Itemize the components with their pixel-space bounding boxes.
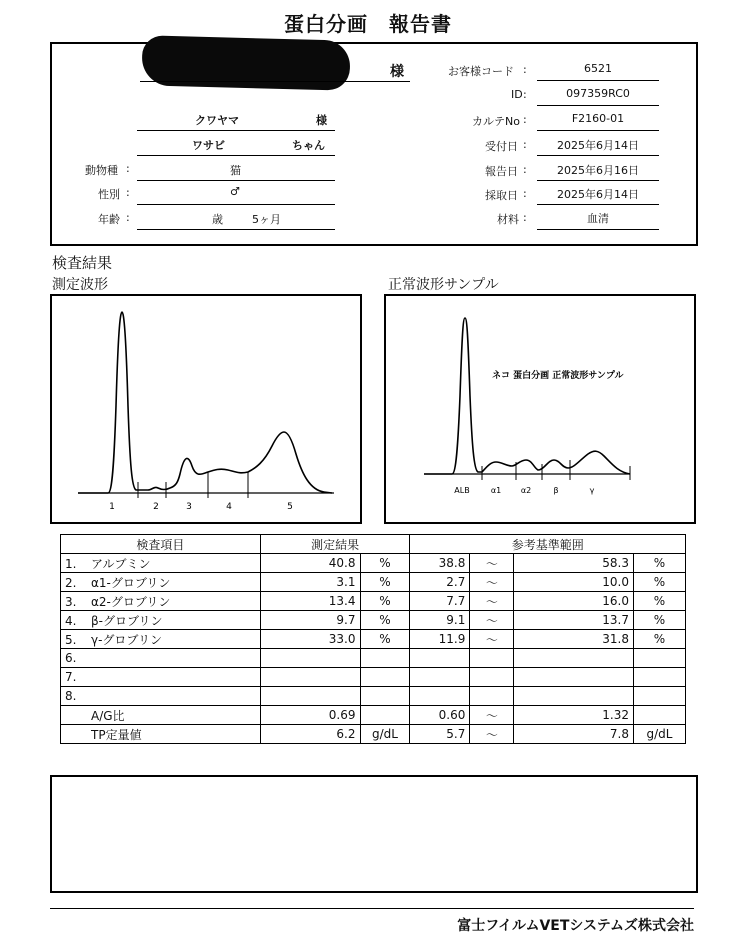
cell-result-value: 3.1 <box>260 573 360 592</box>
clinic-honorific: 様 <box>390 64 404 80</box>
cell-range-high: 16.0 <box>514 592 634 611</box>
cell-result-unit: % <box>360 554 410 573</box>
sample-label-a2: α2 <box>520 486 532 495</box>
measured-waveform-line <box>78 312 332 493</box>
row-number: 3. <box>65 594 77 609</box>
received-label: 受付日 <box>485 140 518 153</box>
age-label: 年齢 <box>98 213 120 226</box>
cell-item <box>61 649 261 668</box>
section-title: 検査結果 <box>52 254 113 272</box>
cell-result-unit: % <box>360 573 410 592</box>
cell-range-high: 10.0 <box>514 573 634 592</box>
species-value: 猫 <box>230 164 241 177</box>
cell-range-tilde <box>470 687 514 706</box>
test-name: A/G比 <box>91 708 125 723</box>
id-value: 097359RC0 <box>566 87 630 100</box>
measured-label-4: 4 <box>226 502 232 512</box>
cell-range-low: 5.7 <box>410 725 470 744</box>
sex-value: ♂ <box>230 185 240 198</box>
test-name: γ-グロブリン <box>91 632 162 647</box>
sex-label: 性別 <box>98 188 120 201</box>
customer-code: 6521 <box>584 62 612 75</box>
cell-range-low: 38.8 <box>410 554 470 573</box>
measured-chart-svg <box>52 296 360 522</box>
cell-result-unit: % <box>360 592 410 611</box>
material-label: 材料 <box>497 213 519 226</box>
sample-label-b: β <box>553 486 559 495</box>
cell-range-unit: % <box>634 611 686 630</box>
table-row <box>61 668 686 687</box>
cell-range-high: 1.32 <box>514 706 634 725</box>
measured-dividers <box>138 472 248 498</box>
header-reference-range: 参考基準範囲 <box>410 535 686 554</box>
report-title: 蛋白分画 報告書 <box>284 12 452 36</box>
cell-range-tilde: ～ <box>470 630 514 649</box>
species-label: 動物種 <box>85 164 118 177</box>
material-value: 血清 <box>587 212 609 225</box>
sample-chart <box>384 294 696 524</box>
cell-range-high <box>514 649 634 668</box>
cell-item <box>61 668 261 687</box>
cell-result-unit <box>360 668 410 687</box>
row-number: 6. <box>65 651 77 665</box>
cell-result-value: 0.69 <box>260 706 360 725</box>
cell-range-unit: % <box>634 554 686 573</box>
cell-range-tilde: ～ <box>470 592 514 611</box>
cell-result-unit: % <box>360 611 410 630</box>
cell-item <box>61 630 261 649</box>
cell-result-value <box>260 668 360 687</box>
cell-range-high <box>514 687 634 706</box>
cell-item <box>61 706 261 725</box>
cell-range-high: 31.8 <box>514 630 634 649</box>
measured-label-1: 1 <box>109 502 115 512</box>
reported-date: 2025年6月16日 <box>557 164 639 177</box>
sample-label-g: γ <box>589 486 595 495</box>
results-table <box>60 534 686 744</box>
cell-range-tilde <box>470 649 514 668</box>
table-row <box>61 592 686 611</box>
cell-range-unit: % <box>634 630 686 649</box>
cell-range-high: 13.7 <box>514 611 634 630</box>
cell-result-value: 9.7 <box>260 611 360 630</box>
received-date: 2025年6月14日 <box>557 139 639 152</box>
sampled-date: 2025年6月14日 <box>557 188 639 201</box>
row-number: 4. <box>65 613 77 628</box>
sample-chart-title: 正常波形サンプル <box>388 277 499 293</box>
test-name: β-グロブリン <box>91 613 163 628</box>
chart-no-value: F2160-01 <box>571 112 625 125</box>
sample-label-alb: ALB <box>454 486 470 495</box>
cell-item <box>61 611 261 630</box>
header-result: 測定結果 <box>260 535 410 554</box>
cell-item <box>61 725 261 744</box>
cell-result-value: 6.2 <box>260 725 360 744</box>
cell-range-tilde <box>470 668 514 687</box>
table-row <box>61 554 686 573</box>
measured-chart-title: 測定波形 <box>52 277 108 293</box>
cell-result-value <box>260 649 360 668</box>
age-months: 5ヶ月 <box>252 213 281 226</box>
cell-result-unit <box>360 687 410 706</box>
sample-dividers <box>482 460 630 480</box>
measured-chart <box>50 294 362 524</box>
cell-result-value: 13.4 <box>260 592 360 611</box>
row-number: 2. <box>65 575 77 590</box>
cell-item <box>61 592 261 611</box>
measured-label-2: 2 <box>153 502 159 512</box>
cell-range-high <box>514 668 634 687</box>
test-name: α2-グロブリン <box>91 594 171 609</box>
cell-range-tilde: ～ <box>470 706 514 725</box>
comments-box <box>50 775 698 893</box>
test-name: TP定量値 <box>91 727 142 742</box>
cell-range-low <box>410 668 470 687</box>
cell-result-unit <box>360 706 410 725</box>
table-row <box>61 573 686 592</box>
cell-range-low: 2.7 <box>410 573 470 592</box>
sample-waveform-line <box>424 318 630 474</box>
customer-code-label: お客様コード <box>448 65 514 78</box>
row-number: 1. <box>65 556 77 571</box>
test-name: α1-グロブリン <box>91 575 171 590</box>
cell-result-unit <box>360 649 410 668</box>
id-label: ID <box>511 88 523 101</box>
cell-result-unit: g/dL <box>360 725 410 744</box>
sample-chart-svg <box>386 296 694 522</box>
cell-range-low: 7.7 <box>410 592 470 611</box>
cell-range-high: 58.3 <box>514 554 634 573</box>
row-number: 8. <box>65 689 77 703</box>
table-header-row <box>61 535 686 554</box>
cell-range-unit <box>634 706 686 725</box>
measured-label-5: 5 <box>287 502 293 512</box>
chart-no-label: カルテNo <box>472 115 520 128</box>
table-row <box>61 706 686 725</box>
header-test-item: 検査項目 <box>61 535 261 554</box>
table-row <box>61 649 686 668</box>
cell-range-unit <box>634 687 686 706</box>
cell-range-tilde: ～ <box>470 573 514 592</box>
cell-range-low: 9.1 <box>410 611 470 630</box>
pet-name: ワサビ <box>192 139 225 152</box>
cell-range-tilde: ～ <box>470 554 514 573</box>
cell-range-low <box>410 649 470 668</box>
cell-result-unit: % <box>360 630 410 649</box>
cell-item <box>61 687 261 706</box>
table-row <box>61 725 686 744</box>
owner-honorific: 様 <box>316 114 327 127</box>
sample-inner-title: ネコ 蛋白分画 正常波形サンプル <box>492 371 624 381</box>
cell-result-value: 33.0 <box>260 630 360 649</box>
redacted-clinic-name <box>141 35 350 90</box>
cell-range-unit: % <box>634 573 686 592</box>
cell-range-unit <box>634 668 686 687</box>
test-name: アルブミン <box>91 556 151 571</box>
cell-range-tilde: ～ <box>470 611 514 630</box>
measured-label-3: 3 <box>186 502 192 512</box>
clinic-underline <box>140 81 410 82</box>
cell-item <box>61 573 261 592</box>
cell-result-value <box>260 687 360 706</box>
reported-label: 報告日 <box>485 165 518 178</box>
footer-line <box>50 908 694 909</box>
cell-item <box>61 554 261 573</box>
table-row <box>61 630 686 649</box>
sample-label-a1: α1 <box>490 486 502 495</box>
cell-range-unit <box>634 649 686 668</box>
cell-range-unit: % <box>634 592 686 611</box>
cell-range-tilde: ～ <box>470 725 514 744</box>
owner-name: クワヤマ <box>195 114 239 127</box>
row-number: 7. <box>65 670 77 684</box>
cell-range-high: 7.8 <box>514 725 634 744</box>
table-row <box>61 611 686 630</box>
sampled-label: 採取日 <box>485 189 518 202</box>
cell-range-low <box>410 687 470 706</box>
cell-range-low: 11.9 <box>410 630 470 649</box>
table-row <box>61 687 686 706</box>
company-name: 富士フイルムVETシステムズ株式会社 <box>457 918 694 934</box>
cell-range-low: 0.60 <box>410 706 470 725</box>
age-years-unit: 歳 <box>212 213 223 226</box>
cell-range-unit: g/dL <box>634 725 686 744</box>
cell-result-value: 40.8 <box>260 554 360 573</box>
row-number: 5. <box>65 632 77 647</box>
pet-honorific: ちゃん <box>292 139 325 152</box>
